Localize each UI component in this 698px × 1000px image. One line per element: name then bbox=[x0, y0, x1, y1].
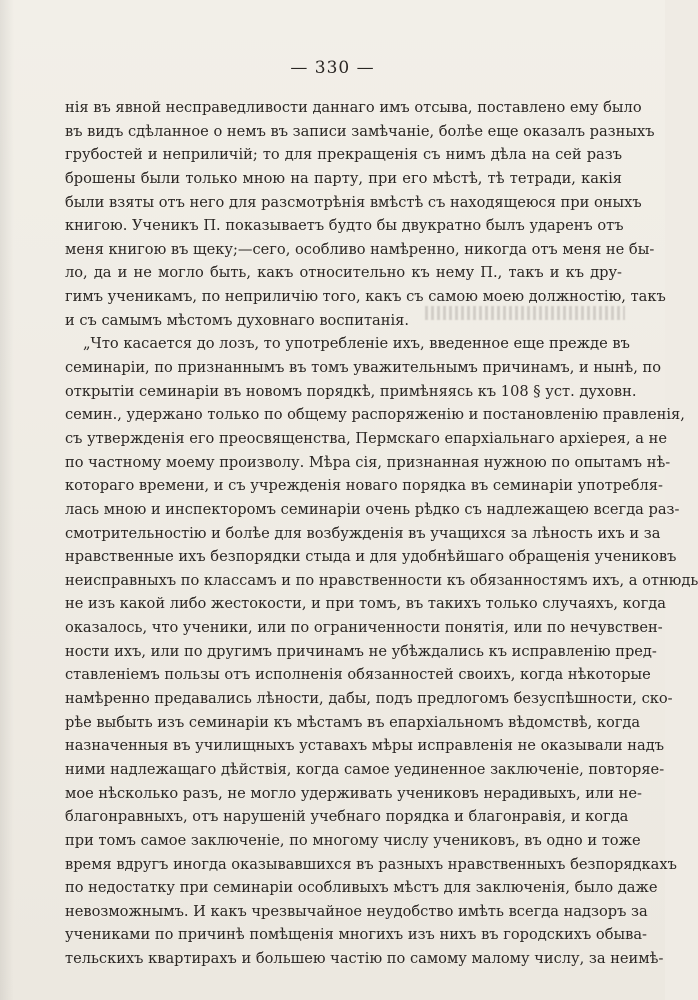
text-line: меня книгою въ щеку;—сего, особливо намѣренно, никогда отъ меня не бы- bbox=[65, 240, 655, 258]
text-line: оказалось, что ученики, или по ограниченности понятія, или по нечувствен- bbox=[65, 619, 663, 637]
text-line: открытіи семинаріи въ новомъ порядкѣ, примѣняясь къ 108 § уст. духовн. bbox=[65, 382, 637, 400]
text-line: грубостей и неприличій; то для прекращенія съ нимъ дѣла на сей разъ bbox=[65, 146, 622, 164]
text-line: ними надлежащаго дѣйствія, когда самое уединенное заключеніе, повторяе- bbox=[65, 760, 665, 778]
text-line: книгою. Ученикъ П. показываетъ будто бы двукратно былъ ударенъ отъ bbox=[65, 217, 624, 235]
text-line: въ видъ сдѣланное о немъ въ записи замѣчаніе, болѣе еще оказалъ разныхъ bbox=[65, 122, 655, 140]
text-line: по недостатку при семинаріи особливыхъ мѣстъ для заключенія, было даже bbox=[65, 879, 658, 897]
paragraph-end-line: и съ самымъ мѣстомъ духовнаго воспитанія. bbox=[65, 311, 409, 329]
text-line: лась мною и инспекторомъ семинаріи очень рѣдко съ надлежащею всегда раз- bbox=[65, 500, 680, 518]
text-line: мое нѣсколько разъ, не могло удерживать учениковъ нерадивыхъ, или не- bbox=[65, 784, 642, 802]
text-line: котораго времени, и съ учрежденія новаго порядка въ семинаріи употребля- bbox=[65, 477, 663, 495]
text-line: благонравныхъ, отъ нарушеній учебнаго порядка и благонравія, и когда bbox=[65, 808, 629, 826]
text-line: назначенныя въ училищныхъ уставахъ мѣры исправленія не оказывали надъ bbox=[65, 737, 664, 755]
text-line: ло, да и не могло быть, какъ относительно къ нему П., такъ и къ дру- bbox=[65, 264, 622, 282]
text-line: брошены были только мною на парту, при его мѣстѣ, тѣ тетради, какія bbox=[65, 169, 622, 187]
text-line: семин., удержано только по общему распоряженію и постановленію правленія, bbox=[65, 406, 685, 424]
page-number: — 330 — bbox=[290, 58, 375, 78]
body-text bbox=[65, 96, 698, 971]
text-line: неисправныхъ по классамъ и по нравственности къ обязанностямъ ихъ, а отнюдь bbox=[65, 571, 698, 589]
text-line: время вдругъ иногда оказывавшихся въ разныхъ нравственныхъ безпорядкахъ bbox=[65, 855, 677, 873]
text-line: ставленіемъ пользы отъ исполненія обязанностей своихъ, когда нѣкоторые bbox=[65, 666, 651, 684]
text-line: были взяты отъ него для разсмотрѣнія вмѣстѣ съ находящеюся при оныхъ bbox=[65, 193, 642, 211]
text-line: учениками по причинѣ помѣщенія многихъ изъ нихъ въ городскихъ обыва- bbox=[65, 926, 647, 944]
text-line: не изъ какой либо жестокости, и при томъ, въ такихъ только случаяхъ, когда bbox=[65, 595, 666, 613]
text-line: невозможнымъ. И какъ чрезвычайное неудобство имѣть всегда надзоръ за bbox=[65, 902, 648, 920]
text-line: гимъ ученикамъ, по неприличію того, какъ съ самою моею должностію, такъ bbox=[65, 288, 666, 306]
text-line: смотрительностію и болѣе для возбужденія въ учащихся за лѣность ихъ и за bbox=[65, 524, 661, 542]
text-line: ности ихъ, или по другимъ причинамъ не убѣждались къ исправленію пред- bbox=[65, 642, 657, 660]
text-line: нравственные ихъ безпорядки стыда и для удобнѣйшаго обращенія учениковъ bbox=[65, 548, 677, 566]
text-line: семинаріи, по признаннымъ въ томъ уважительнымъ причинамъ, и нынѣ, по bbox=[65, 359, 662, 377]
paragraph-start-line: „Что касается до лозъ, то употребленіе ихъ, введенное еще прежде въ bbox=[83, 335, 630, 353]
text-line: намѣренно предавались лѣности, дабы, подъ предлогомъ безуспѣшности, ско- bbox=[65, 690, 673, 708]
text-line: рѣе выбыть изъ семинаріи къ мѣстамъ въ епархіальномъ вѣдомствѣ, когда bbox=[65, 713, 641, 731]
text-line: по частному моему произволу. Мѣра сія, признанная нужною по опытамъ нѣ- bbox=[65, 453, 671, 471]
text-line: тельскихъ квартирахъ и большею частію по самому малому числу, за неимѣ- bbox=[65, 950, 664, 968]
text-line: нія въ явной несправедливости даннаго имъ отсыва, поставлено ему было bbox=[65, 99, 642, 116]
text-line: при томъ самое заключеніе, по многому числу учениковъ, въ одно и тоже bbox=[65, 831, 641, 849]
text-line: съ утвержденія его преосвященства, Пермскаго епархіальнаго архіерея, а не bbox=[65, 429, 667, 447]
